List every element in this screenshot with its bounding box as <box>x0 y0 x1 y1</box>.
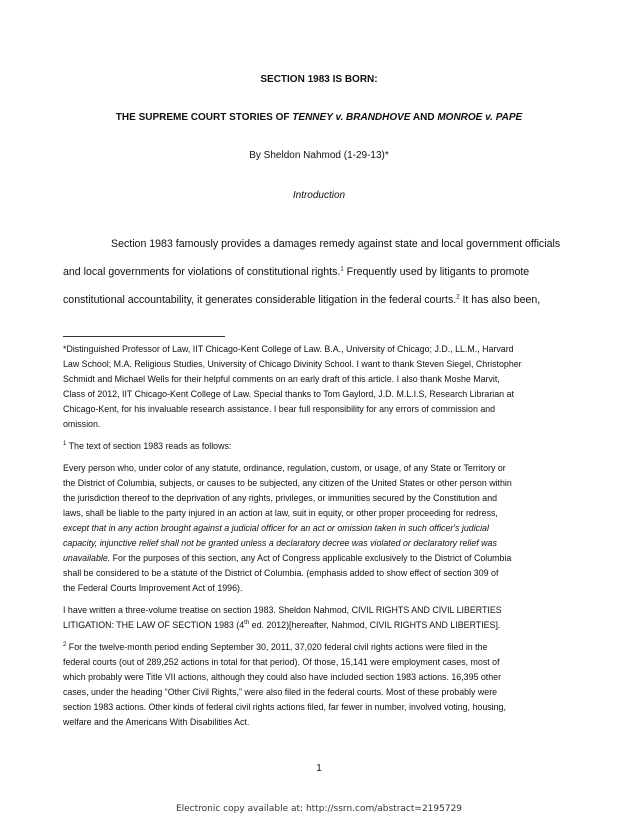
section-heading-introduction: Introduction <box>292 190 346 201</box>
footnote-2: $^2$ For the twelve-month period ending September 30, 2011, 37,020 federal civil rights actions were filed in the federal courts (out of 289,252 actions in total for that period). Of those, 15,141 were employment cases, most of which probably were Title VII actions, although they could also have included section 1983 actions. 16,395 other cases, under the heading “Other Civil Rights,” were also filed in the federal courts. Most of these probably were section 1983 actions. Other kinds of federal civil rights actions filed, far fewer in number, involved voting, housing, welfare and the Americans With Disabilities Act. <box>63 642 506 727</box>
subtitle-case-monroe: MONROE v. PAPE <box>437 112 523 123</box>
body-line: and local governments for violations of constitutional rights.$^1$ Frequently used by litigants to promote <box>63 266 530 278</box>
footnote-ref-2[interactable]: 2 <box>456 294 460 301</box>
footnote-number-1: 1 <box>63 441 67 448</box>
body-line: Section 1983 famously provides a damages remedy against state and local government officials <box>111 238 561 250</box>
ssrn-footer[interactable]: Electronic copy available at: http://ssrn.com/abstract=2195729 <box>175 804 463 814</box>
subtitle-case-tenney: TENNEY v. BRANDHOVE <box>292 112 411 123</box>
body-line: constitutional accountability, it generates considerable litigation in the federal courts.$^2$ It has also been, <box>63 294 541 306</box>
paper-subtitle <box>0 112 638 123</box>
footnote-separator <box>63 336 225 337</box>
footnote-number-2: 2 <box>63 642 67 649</box>
author-footnote: *Distinguished Professor of Law, IIT Chicago-Kent College of Law. B.A., University of Chicago; J.D., LL.M., Harvard Law School; M.A. Religious Studies, University of Chicago Divinity School. I want to thank Steven Siegel, Christopher Schmidt and Michael Wells for their helpful comments on an early draft of this article. I also thank Moshe Marvit, Class of 2012, IIT Chicago-Kent College of Law. Special thanks to Tom Gaylord, J.D. M.L.I.S, Research Librarian at Chicago-Kent, for his invaluable research assistance. I bear full responsibility for any errors of commission and omission. <box>63 344 522 429</box>
author-line: By Sheldon Nahmod (1-29-13)* <box>249 150 389 161</box>
footnote-1-intro: $^1$ The text of section 1983 reads as follows: <box>63 441 232 451</box>
page-number: 1 <box>316 763 322 774</box>
body-paragraph <box>63 230 575 314</box>
subtitle-and: AND <box>410 112 438 123</box>
paper-title: SECTION 1983 IS BORN: <box>260 74 378 85</box>
footnote-ref-1[interactable]: 1 <box>340 266 344 273</box>
footnotes <box>63 342 575 737</box>
treatise-note: I have written a three-volume treatise on section 1983. Sheldon Nahmod, CIVIL RIGHTS AND CIVIL LIBERTIES LITIGATION: THE LAW OF SECTION 1983 (4th ed. 2012)[hereafter, Nahmod, CIVIL RIGHTS AND LIBERTIES]. <box>63 605 502 630</box>
statute-quote: Every person who, under color of any statute, ordinance, regulation, custom, or usage, of any State or Territory or the District of Columbia, subjects, or causes to be subjected, any citizen of the United States or other person within the jurisdiction thereof to the deprivation of any rights, privileges, or immunities secured by the Constitution and laws, shall be liable to the party injured in an action at law, suit in equity, or other proper proceeding for redress, except that in any action brought against a judicial officer for an act or omission taken in such officer's judicial capacity, injunctive relief shall not be granted unless a declaratory decree was violated or declaratory relief was unavailable. For the purposes of this section, any Act of Congress applicable exclusively to the District of Columbia shall be considered to be a statute of the District of Columbia. (emphasis added to show effect of section 309 of the Federal Courts Improvement Act of 1996). <box>63 463 512 593</box>
subtitle-prefix: THE SUPREME COURT STORIES OF <box>115 112 293 123</box>
